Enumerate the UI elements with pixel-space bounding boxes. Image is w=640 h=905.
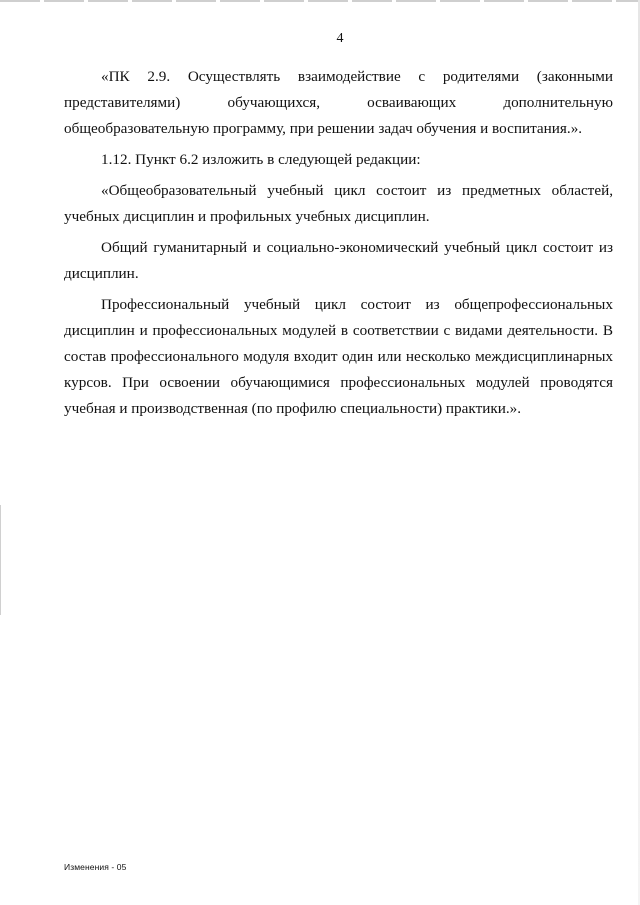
document-body	[64, 64, 613, 422]
paragraph-general-education-cycle: «Общеобразовательный учебный цикл состоит из предметных областей, учебных дисциплин и профильных учебных дисциплин.	[64, 182, 613, 225]
page-left-edge-mark	[0, 505, 1, 615]
footer-revision-label: Изменения - 05	[64, 862, 127, 872]
paragraph-pk-2-9: «ПК 2.9. Осуществлять взаимодействие с родителями (законными представителями) обучающихся, осваивающих дополнительную общеобразовательную программу, при решении задач обучения и воспитания.».	[64, 68, 613, 137]
paragraph-item-1-12: 1.12. Пункт 6.2 изложить в следующей редакции:	[101, 151, 421, 168]
paragraph-professional-cycle: Профессиональный учебный цикл состоит из общепрофессиональных дисциплин и профессиональных модулей в соответствии с видами деятельности. В состав профессионального модуля входит один или несколько междисциплинарных курсов. При освоении обучающимися профессиональных модулей проводятся учебная и производственная (по профилю специальности) практики.».	[64, 296, 613, 417]
paragraph-humanitarian-cycle: Общий гуманитарный и социально-экономический учебный цикл состоит из дисциплин.	[64, 239, 613, 282]
page-top-edge	[0, 0, 640, 2]
page-number: 4	[336, 31, 344, 46]
